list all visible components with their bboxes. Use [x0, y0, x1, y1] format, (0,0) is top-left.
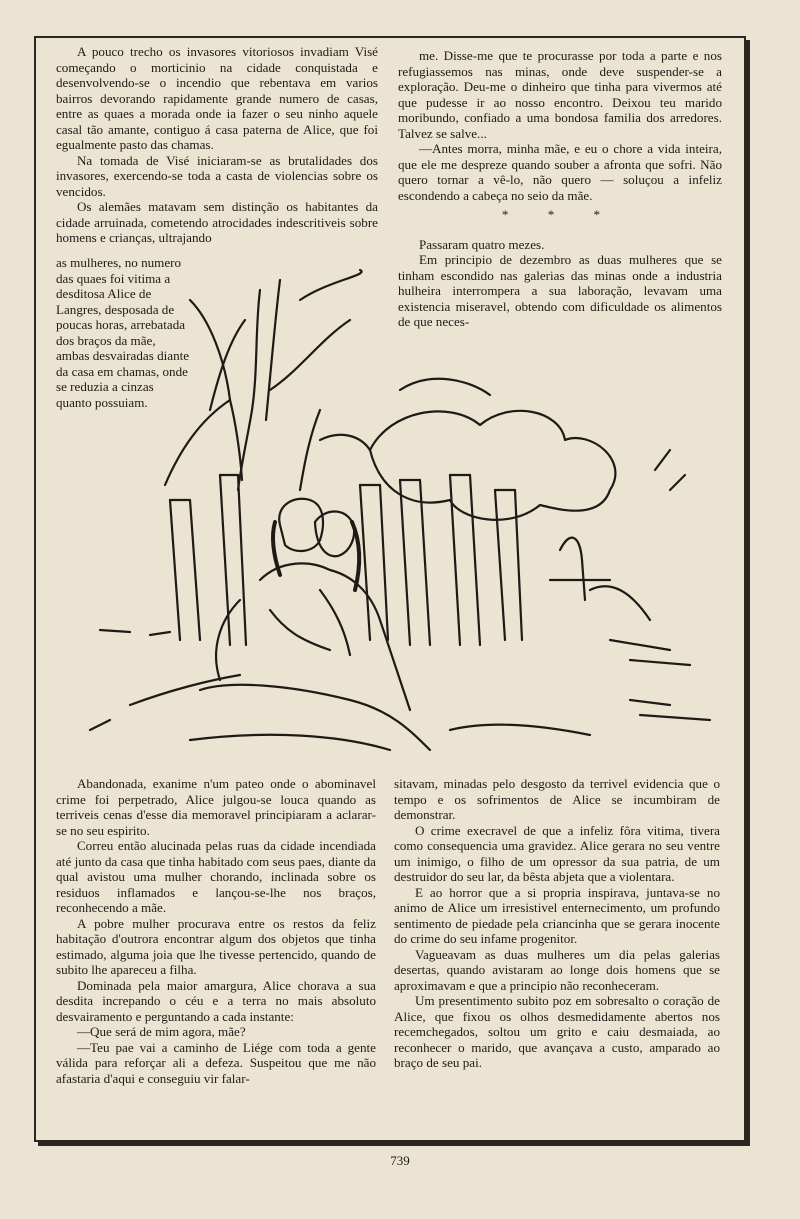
paragraph: Correu então alucinada pelas ruas da cidade incendiada até junto da casa que tinha habitado com seus paes, diante da qual avistou uma mulher chorando, inclinada sobre os residuos inflamados e lançou-se-lhe nos braços, reconhecendo a mãe. — [56, 838, 376, 915]
paragraph: O crime execravel de que a infeliz fôra vitima, tivera como consequencia uma gravidez. Alice gerara no seu ventre um inimigo, o filho de um opressor da sua patria, de um destruidor do seu lar, da bêsta abjeta que a violentara. — [394, 822, 720, 884]
illustration-two-women-by-fence — [70, 260, 720, 770]
paragraph: A pobre mulher procurava entre os restos da feliz habitação d'outrora encontrar algum dos objetos que tinha estimado, alguma joia que lhe tivesse pertencido, quando de subito lhe apareceu a filha. — [56, 915, 376, 977]
paragraph: Abandonada, exanime n'um pateo onde o abominavel crime foi perpetrado, Alice julgou-se louca quando as terriveis cenas d'esse dia memoravel principiaram a aclarar-se no seu espirito. — [56, 776, 376, 838]
paragraph: sitavam, minadas pelo desgosto da terrivel evidencia que o tempo e os sofrimentos de Alice se incumbiram de demonstrar. — [394, 776, 720, 822]
paragraph: Na tomada de Visé iniciaram-se as brutalidades dos invasores, exercendo-se toda a casta de violencias sobre os vencidos. — [56, 152, 378, 199]
dialog-line: —Teu pae vai a caminho de Liége com toda a gente válida para reforçar ali a defeza. Suspeitou que me não afastaria d'aqui e conseguiu vir falar- — [56, 1039, 376, 1086]
paragraph: Os alemães matavam sem distinção os habitantes da cidade arruinada, cometendo atrocidades indescritiveis sobre homens e crianças, ultrajando — [56, 199, 378, 245]
paragraph: Em principio de dezembro as duas mulheres que se tinham escondido nas galerias das minas onde a industria hulheira interrompera a sua laboração, levavam uma existencia miseravel, obtendo com dificuldade os alimentos de que neces- — [398, 252, 722, 329]
column-top-left — [56, 44, 378, 246]
dialog-line: —Antes morra, minha mãe, e eu o chore a vida inteira, que ele me despreze quando souber a afronta que sofri. Não quero tornar a vê-lo, não quero — soluçou a infeliz escondendo a cabeça no seio da mãe. — [398, 141, 722, 203]
paragraph: Dominada pela maior amargura, Alice chorava a sua desdita increpando o céu e a terra no mais absoluto desvairamento e perguntando a cada instante: — [56, 977, 376, 1024]
column-bottom-left — [56, 776, 376, 1086]
section-break-stars: * * * — [501, 207, 619, 222]
paragraph: Passaram quatro mezes. — [418, 236, 545, 252]
paragraph: Vagueavam as duas mulheres um dia pelas galerias desertas, quando avistaram ao longe dois homens que se aproximavam e que a principio não reconheceram. — [394, 946, 720, 993]
paragraph: Um presentimento subito poz em sobresalto o coração de Alice, que fixou os olhos desmedidamente abertos nos recemchegados, soltou um grito e caiu desmaiada, ao reconhecer o marido, que avançava a custo, amparado ao braço de seu pai. — [394, 993, 720, 1070]
page-number: 739 — [390, 1153, 410, 1168]
paragraph: as mulheres, no numero das quaes foi vitima a desditosa Alice de Langres, desposada de poucas horas, arrebatada dos braços da mãe, ambas desvairadas diante da casa em chamas, onde se reduzia a cinzas quanto possuiam. — [56, 255, 190, 410]
paragraph: me. Disse-me que te procurasse por toda a parte e nos refugiassemos nas minas, onde deve suspender-se a exploração. Deu-me o dinheiro que tinha para vivermos até que pudesse ir ao nosso encontro. Deixou teu marido moribundo, confiado a uma bondosa familia dos arredores. Talvez se salve... — [398, 48, 722, 141]
paragraph: E ao horror que a si propria inspirava, juntava-se no animo de Alice um irresistivel enternecimento, um profundo sentimento de piedade pela criancinha que se gerara inocente do crime do seu infame progenitor. — [394, 884, 720, 946]
dialog-line: —Que será de mim agora, mãe? — [76, 1024, 246, 1039]
paragraph: A pouco trecho os invasores vitoriosos invadiam Visé começando o morticinio na cidade conquistada e desenvolvendo-se o incendio que rebentava em varios bairros devorando rapidamente grande numero de casas, entre as quaes a morada onde ia fazer o seu ninho aquele casal tão amante, contiguo á casa paterna de Alice, que foi egualmente pasto das chamas. — [56, 44, 378, 152]
column-bottom-right — [394, 776, 720, 1071]
